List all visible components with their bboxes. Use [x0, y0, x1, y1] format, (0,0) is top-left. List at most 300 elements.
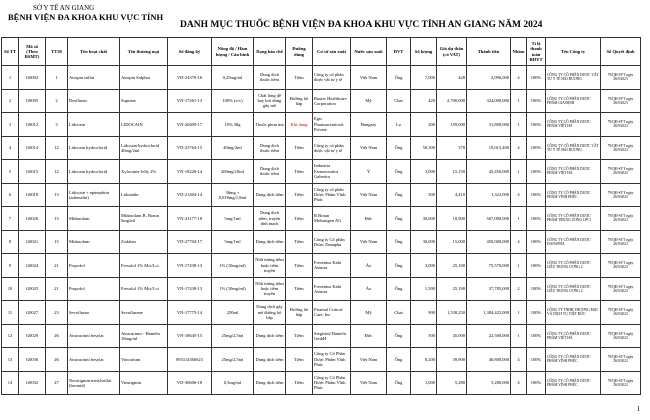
table-cell: Lọ	[387, 113, 411, 137]
table-row	[2, 324, 641, 348]
table-cell: Desfluran	[68, 89, 120, 113]
table-cell: 18,900	[437, 207, 467, 231]
table-cell: Ống	[387, 207, 411, 231]
table-cell: 26	[46, 348, 68, 372]
table-cell: 12	[46, 160, 68, 184]
table-cell: G0020	[19, 207, 46, 231]
table-cell: Atropin sulfat	[68, 66, 120, 90]
table-cell: 45,000	[437, 324, 467, 348]
table-cell: 450,000,000	[467, 230, 511, 254]
table-cell: G0015	[19, 160, 46, 184]
table-cell: Đức	[351, 324, 387, 348]
table-cell: 1	[511, 207, 527, 231]
table-cell: 3	[2, 113, 19, 137]
table-cell: 39,900	[437, 348, 467, 372]
table-cell: Ống	[387, 160, 411, 184]
table-cell: Sevofluran	[68, 301, 120, 325]
table-row	[2, 89, 641, 113]
table-cell: VN-17775-14	[168, 301, 212, 325]
table-cell: 3,000	[411, 160, 437, 184]
table-cell: 4	[511, 66, 527, 90]
table-cell: Tiêm	[286, 324, 313, 348]
table-cell: Suprane	[120, 89, 168, 113]
table-cell: Piramal Critical Care, Inc	[313, 301, 351, 325]
table-cell: 1	[511, 89, 527, 113]
column-header: Tên thương mại	[120, 38, 168, 66]
table-cell: 37,785,000	[467, 277, 511, 301]
table-cell: 4	[511, 230, 527, 254]
table-row	[2, 371, 641, 395]
column-header: Cơ sở sản xuất	[313, 38, 351, 66]
table-cell: VD-30606-18	[168, 371, 212, 395]
column-header: Giá dự thầu (có VAT)	[437, 38, 467, 66]
table-cell: Đường hô hấp	[286, 89, 313, 113]
table-cell: 1	[511, 301, 527, 325]
table-cell: Dung dịch tiêm, truyền tĩnh mạch	[254, 207, 286, 231]
table-cell: 1,384,425,000	[467, 301, 511, 325]
table-row	[2, 160, 641, 184]
table-cell: 2	[2, 89, 19, 113]
table-cell: 8,200	[411, 348, 437, 372]
table-cell: Atropin Sulphat	[120, 66, 168, 90]
table-cell: 10% 38g	[212, 113, 254, 137]
table-cell: 40mg/2ml	[212, 136, 254, 160]
table-cell: Dung dịch gây mê đường hô hấp	[254, 301, 286, 325]
table-cell: Ống	[387, 324, 411, 348]
table-cell: Tiêm	[286, 277, 313, 301]
table-cell: 79/QĐ-SYT ngày 26/9/2023	[601, 160, 641, 184]
table-cell: Lidocain hydroclorid	[68, 160, 120, 184]
table-cell: 4	[2, 136, 19, 160]
table-cell: Zodalan	[120, 230, 168, 254]
table-cell: VD-24370-16	[168, 66, 212, 90]
table-cell: 1	[511, 254, 527, 278]
table-cell: Công ty cổ phần dược vật tư y tế	[313, 136, 351, 160]
table-cell: 79/QĐ-SYT ngày 26/9/2023	[601, 136, 641, 160]
table-cell: VD-21404-14	[168, 183, 212, 207]
table-cell: 1% (10mg/ml)	[212, 277, 254, 301]
table-cell: Propofol	[68, 254, 120, 278]
table-cell: 100%	[527, 254, 546, 278]
column-header: Nhóm	[511, 38, 527, 66]
column-header: Dạng bào chế	[254, 38, 286, 66]
table-cell: CÔNG TY CỔ PHẦN DƯỢC VẬT TƯ Y TẾ HẢI DƯƠNG	[546, 136, 601, 160]
table-cell: Lidocain + epinephrin (adrenalin)	[68, 183, 120, 207]
table-cell: Áo	[351, 254, 387, 278]
table-cell: 79/QĐ-SYT ngày 26/9/2023	[601, 113, 641, 137]
table-cell: Việt Nam	[351, 183, 387, 207]
table-cell: 46,800,000	[467, 348, 511, 372]
table-cell: 25,190	[437, 254, 467, 278]
table-cell: 79/QĐ-SYT ngày 26/9/2023	[601, 66, 641, 90]
table-cell: 15	[46, 207, 68, 231]
table-cell: 79/QĐ-SYT ngày 26/9/2023	[601, 371, 641, 395]
column-header: Số Quyết định	[601, 38, 641, 66]
table-cell: 100%	[527, 207, 546, 231]
table-cell: VN-17438-13	[168, 277, 212, 301]
table-cell: 500	[411, 324, 437, 348]
table-cell: 1	[2, 66, 19, 90]
table-cell: G0032	[19, 371, 46, 395]
table-cell: 79/QĐ-SYT ngày 26/9/2023	[601, 348, 641, 372]
table-cell: Chai	[387, 89, 411, 113]
table-cell: Lidocain hydroclorid	[68, 136, 120, 160]
table-cell: 378	[437, 136, 467, 160]
table-cell: Midazolam B. Braun 5mg/ml	[120, 207, 168, 231]
table-cell: Chai	[387, 301, 411, 325]
column-header: Tên hoạt chất	[68, 38, 120, 66]
table-cell: G0024	[19, 254, 46, 278]
table-cell: 100%	[527, 160, 546, 184]
table-cell: VN-17438-13	[168, 254, 212, 278]
table-cell: 0,5mg/ml	[212, 371, 254, 395]
table-cell: Siegfried Hameln GmbH	[313, 324, 351, 348]
table-cell: Áo	[351, 277, 387, 301]
table-cell: Fresofol 1% Mct/Lct	[120, 254, 168, 278]
table-cell: 2	[46, 89, 68, 113]
table-cell: Atracurium besylat	[68, 348, 120, 372]
table-cell: 79/QĐ-SYT ngày 26/9/2023	[601, 207, 641, 231]
table-cell: 2,996,000	[467, 66, 511, 90]
table-cell: 0,25mg/ml	[212, 66, 254, 90]
table-cell: 30,000	[411, 230, 437, 254]
table-cell: 100% (v/v)	[212, 89, 254, 113]
table-cell: Việt Nam	[351, 66, 387, 90]
table-cell: 5mg/1ml	[212, 207, 254, 231]
table-cell: Midazolam	[68, 230, 120, 254]
table-cell: 21	[46, 277, 68, 301]
table-cell: 1,538,250	[437, 301, 467, 325]
table-cell: CÔNG TY CỔ PHẦN DƯỢC PHẨM VIỆT HÀ	[546, 324, 601, 348]
column-header: Thành tiền	[467, 38, 511, 66]
table-cell: Nhũ tương tiêm hoặc tiêm truyền	[254, 254, 286, 278]
table-cell: Đường hô hấp	[286, 301, 313, 325]
table-cell: 19,013,400	[467, 136, 511, 160]
table-cell: CÔNG TY CỔ PHẦN DƯỢC PHẨM VĨNH PHÚC	[546, 183, 601, 207]
table-cell: Ống	[387, 371, 411, 395]
table-cell: 1% (10mg/ml)	[212, 254, 254, 278]
table-row	[2, 301, 641, 325]
table-cell: Chất lỏng dễ bay hơi dùng gây mê	[254, 89, 286, 113]
table-cell: 567,000,000	[467, 207, 511, 231]
column-header: Số TT	[2, 38, 19, 66]
table-cell: 4	[511, 183, 527, 207]
table-cell: 420	[411, 89, 437, 113]
table-row	[2, 230, 641, 254]
table-cell: 100%	[527, 371, 546, 395]
drug-list-table	[1, 37, 641, 395]
table-cell: Dung dịch tiêm	[254, 230, 286, 254]
table-cell: VD-23764-15	[168, 136, 212, 160]
table-cell: Công ty Cổ Phần Dược Phẩm Vĩnh Phúc	[313, 348, 351, 372]
table-cell: Việt Nam	[351, 136, 387, 160]
table-cell: 25mg/2,5ml	[212, 324, 254, 348]
table-cell: Xylocaine Jelly 2%	[120, 160, 168, 184]
table-cell: G0018	[19, 183, 46, 207]
column-header: Tên Công ty	[546, 38, 601, 66]
table-cell: 50,300	[411, 136, 437, 160]
table-cell: 4	[511, 348, 527, 372]
table-cell: 324,000,000	[467, 89, 511, 113]
table-cell: Lidocain hydroclorid 40mg/2ml	[120, 136, 168, 160]
table-cell: 79/QĐ-SYT ngày 26/9/2023	[601, 277, 641, 301]
table-cell: VN-18226-14	[168, 160, 212, 184]
table-cell: Dung dịch thuốc tiêm	[254, 136, 286, 160]
table-cell: 12	[46, 136, 68, 160]
table-cell: Ống	[387, 348, 411, 372]
table-cell: Egis Pharmaceuticals Private	[313, 113, 351, 137]
table-cell: 1	[511, 113, 527, 137]
table-cell: CÔNG TY CỔ PHẦN DƯỢC PHẨM VĨNH PHÚC	[546, 371, 601, 395]
table-cell: 75,570,000	[467, 254, 511, 278]
table-cell: 10	[2, 277, 19, 301]
table-cell: Atracurium - Hameln 10mg/ml	[120, 324, 168, 348]
table-cell: 100%	[527, 348, 546, 372]
table-cell: Dung dịch tiêm	[254, 324, 286, 348]
table-cell: Vinstigmin	[120, 371, 168, 395]
document-title: DANH MỤC THUỐC BỆNH VIỆN ĐA KHOA KHU VỰC TỈNH AN GIANG NĂM 2024	[180, 20, 543, 30]
table-cell: Công ty cổ phần Dược Phẩm Vĩnh Phúc	[313, 183, 351, 207]
table-cell: 200mg/10ml	[212, 160, 254, 184]
table-cell: Ống	[387, 66, 411, 90]
table-cell: Lidonalin	[120, 183, 168, 207]
table-cell: VN-18645-15	[168, 324, 212, 348]
table-cell: 900	[411, 301, 437, 325]
table-cell: 5	[2, 160, 19, 184]
table-cell: G0025	[19, 277, 46, 301]
table-cell: 27	[46, 371, 68, 395]
table-cell: Fresofol 1% Mct/Lct	[120, 277, 168, 301]
table-cell: Dung dịch thuốc tiêm	[254, 66, 286, 90]
table-cell: Dung dịch thuốc tiêm	[254, 160, 286, 184]
table-cell: 5,280	[437, 371, 467, 395]
table-cell: 15	[46, 230, 68, 254]
table-cell: 11	[2, 301, 19, 325]
table-cell: 12	[2, 324, 19, 348]
table-cell: 79/QĐ-SYT ngày 26/9/2023	[601, 89, 641, 113]
table-cell: Dung dịch tiêm	[254, 348, 286, 372]
table-cell: Khí dung	[286, 113, 313, 137]
table-row	[2, 348, 641, 372]
table-cell: 893114366623	[168, 348, 212, 372]
table-cell: G0030	[19, 348, 46, 372]
table-cell: Nhũ tương tiêm hoặc tiêm truyền	[254, 277, 286, 301]
table-cell: VN-20409-17	[168, 113, 212, 137]
table-cell: 25mg/2,5ml	[212, 348, 254, 372]
table-row	[2, 277, 641, 301]
table-cell: Fresenius Kabi Austria	[313, 254, 351, 278]
table-cell: Neostigmin metylsulfat (bromid)	[68, 371, 120, 395]
table-cell: 30,000	[411, 207, 437, 231]
table-cell: G0012	[19, 113, 46, 137]
table-cell: Mỹ	[351, 89, 387, 113]
table-cell: Sevoflurane	[120, 301, 168, 325]
table-cell: 36mg + 0,018mg/1,8ml	[212, 183, 254, 207]
table-cell: 100%	[527, 89, 546, 113]
table-header-row	[2, 38, 641, 66]
table-cell: 13	[46, 183, 68, 207]
table-row	[2, 136, 641, 160]
table-cell: CÔNG TY CỔ PHẦN DƯỢC PHẨM VIỆT HÀ	[546, 113, 601, 137]
column-header: Đường dùng	[286, 38, 313, 66]
table-cell: 26	[46, 324, 68, 348]
table-cell: 14	[2, 371, 19, 395]
table-cell: CÔNG TY CỔ PHẦN DƯỢC LIỆU TRUNG ƯƠNG 2	[546, 277, 601, 301]
table-cell: G0027	[19, 301, 46, 325]
table-cell: 100%	[527, 277, 546, 301]
table-cell: 100%	[527, 113, 546, 137]
table-cell: G0029	[19, 324, 46, 348]
table-row	[2, 66, 641, 90]
table-cell: 100%	[527, 301, 546, 325]
table-row	[2, 254, 641, 278]
table-cell: G0002	[19, 66, 46, 90]
table-cell: 8	[2, 230, 19, 254]
table-cell: 4,410	[437, 183, 467, 207]
column-header: Số lượng	[411, 38, 437, 66]
table-cell: Fresenius Kabi Austria	[313, 277, 351, 301]
org-name: SỞ Y TẾ AN GIANG	[33, 4, 95, 12]
table-cell: G0021	[19, 230, 46, 254]
table-cell: Atracurium besylat	[68, 324, 120, 348]
table-cell: 25,190	[437, 277, 467, 301]
table-cell: 300	[411, 183, 437, 207]
table-cell: 428	[437, 66, 467, 90]
table-cell: 22,500,000	[467, 324, 511, 348]
table-cell: Dung dịch tiêm	[254, 183, 286, 207]
table-cell: 100%	[527, 183, 546, 207]
table-cell: CÔNG TY CỔ PHẦN DƯỢC LIỆU TRUNG ƯƠNG 2	[546, 254, 601, 278]
table-cell: 5,280,000	[467, 371, 511, 395]
table-cell: Baxter Healthcare Corporation	[313, 89, 351, 113]
table-cell: 4	[511, 371, 527, 395]
table-cell: 200	[411, 113, 437, 137]
table-cell: Tiêm	[286, 230, 313, 254]
table-cell: Ống	[387, 277, 411, 301]
table-cell: 159,000	[437, 113, 467, 137]
table-cell: Công ty cổ phần dược vật tư y tế	[313, 66, 351, 90]
table-cell: 23	[46, 301, 68, 325]
table-cell: Propofol	[68, 277, 120, 301]
table-cell: 4	[511, 136, 527, 160]
page-number: 1	[636, 405, 640, 413]
table-cell: Ống	[387, 230, 411, 254]
table-cell: 7,000	[411, 66, 437, 90]
table-cell: 2	[511, 277, 527, 301]
table-cell: CÔNG TY TNHH THƯƠNG MẠI VÀ DỊCH VỤ VIỆT ĐỨC	[546, 301, 601, 325]
table-cell: Việt Nam	[351, 348, 387, 372]
table-cell: 1,000	[411, 371, 437, 395]
table-cell: 31,800,000	[467, 113, 511, 137]
table-cell: 1	[46, 66, 68, 90]
hospital-name: BỆNH VIỆN ĐA KHOA KHU VỰC TỈNH	[8, 12, 164, 22]
table-cell: VD-27704-17	[168, 230, 212, 254]
table-cell: 1	[511, 324, 527, 348]
table-cell: Đức	[351, 207, 387, 231]
column-header: TT30	[46, 38, 68, 66]
table-cell: Dung dịch tiêm	[254, 371, 286, 395]
table-cell: 79/QĐ-SYT ngày 26/9/2023	[601, 301, 641, 325]
table-cell: CÔNG TY CỔ PHẦN DƯỢC PHẨM VIỆT HÀ	[546, 160, 601, 184]
table-cell: CÔNG TY CỔ PHẦN DƯỢC PHẨM GIA ĐỊNH	[546, 89, 601, 113]
table-cell: Tiêm	[286, 254, 313, 278]
table-cell: 100%	[527, 230, 546, 254]
table-cell: 45,450,000	[467, 160, 511, 184]
table-row	[2, 207, 641, 231]
table-cell: Ống	[387, 136, 411, 160]
table-cell: Tiêm	[286, 160, 313, 184]
table-cell: Ống	[387, 254, 411, 278]
column-header: Tỉ lệ thanh toán BHYT	[527, 38, 546, 66]
table-cell: Tiêm	[286, 371, 313, 395]
table-cell: CÔNG TY CỔ PHẦN DƯỢC PHẨM TRUNG ƯƠNG CPC1	[546, 207, 601, 231]
table-cell: 21	[46, 254, 68, 278]
column-header: Mã số (Theo BSMT)	[19, 38, 46, 66]
table-cell: 3	[46, 113, 68, 137]
table-cell: G0005	[19, 89, 46, 113]
table-cell: Việt Nam	[351, 230, 387, 254]
column-header: Nước sản xuất	[351, 38, 387, 66]
column-header: ĐVT	[387, 38, 411, 66]
table-cell: 79/QĐ-SYT ngày 26/9/2023	[601, 230, 641, 254]
table-cell: Vincurium	[120, 348, 168, 372]
table-cell: Công ty Cổ Phần Dược Phẩm Vĩnh Phúc	[313, 371, 351, 395]
table-cell: B.Braun Melsungen AG	[313, 207, 351, 231]
table-cell: 250ml	[212, 301, 254, 325]
table-cell: 6	[2, 183, 19, 207]
table-cell: Việt Nam	[351, 371, 387, 395]
column-header: Số đăng ký	[168, 38, 212, 66]
table-cell: CÔNG TY CỔ PHẦN DƯỢC DANAPHA	[546, 230, 601, 254]
table-row	[2, 113, 641, 137]
table-cell: Industria Farmaceutica Galenica	[313, 160, 351, 184]
table-cell: 100%	[527, 136, 546, 160]
table-cell: G0014	[19, 136, 46, 160]
table-cell: Midazolam	[68, 207, 120, 231]
table-cell: Lidocain	[68, 113, 120, 137]
column-header: Nồng độ / Hàm lượng / Cân binh	[212, 38, 254, 66]
table-cell: 100%	[527, 66, 546, 90]
table-cell: CÔNG TY CỔ PHẦN DƯỢC VẬT TƯ Y TẾ HẢI DƯƠNG	[546, 66, 601, 90]
table-cell: VN-21177-18	[168, 207, 212, 231]
table-cell: 15,150	[437, 160, 467, 184]
table-cell: Ống	[387, 183, 411, 207]
table-cell: 79/QĐ-SYT ngày 26/9/2023	[601, 324, 641, 348]
table-cell: Tiêm	[286, 183, 313, 207]
table-cell: 79/QĐ-SYT ngày 26/9/2023	[601, 254, 641, 278]
table-cell: Tiêm	[286, 66, 313, 90]
table-cell: 100%	[527, 324, 546, 348]
table-cell: CÔNG TY CỔ PHẦN DƯỢC PHẨM VĨNH PHÚC	[546, 348, 601, 372]
table-cell: Ý	[351, 160, 387, 184]
table-cell: VN-17261-13	[168, 89, 212, 113]
table-cell: 1,500	[411, 277, 437, 301]
table-cell: Công ty Cổ phần Dược Danapha	[313, 230, 351, 254]
table-cell: 9	[2, 254, 19, 278]
table-cell: 15,000	[437, 230, 467, 254]
table-cell: 13	[2, 348, 19, 372]
table-cell: Hungary	[351, 113, 387, 137]
table-cell: Tiêm	[286, 207, 313, 231]
table-row	[2, 183, 641, 207]
table-cell: Tiêm	[286, 136, 313, 160]
table-cell: Tiêm	[286, 348, 313, 372]
table-cell: 79/QĐ-SYT ngày 26/9/2023	[601, 183, 641, 207]
table-cell: 7	[2, 207, 19, 231]
table-cell: 5mg/1ml	[212, 230, 254, 254]
table-cell: 2,700,000	[437, 89, 467, 113]
table-cell: LIDOCAIN	[120, 113, 168, 137]
